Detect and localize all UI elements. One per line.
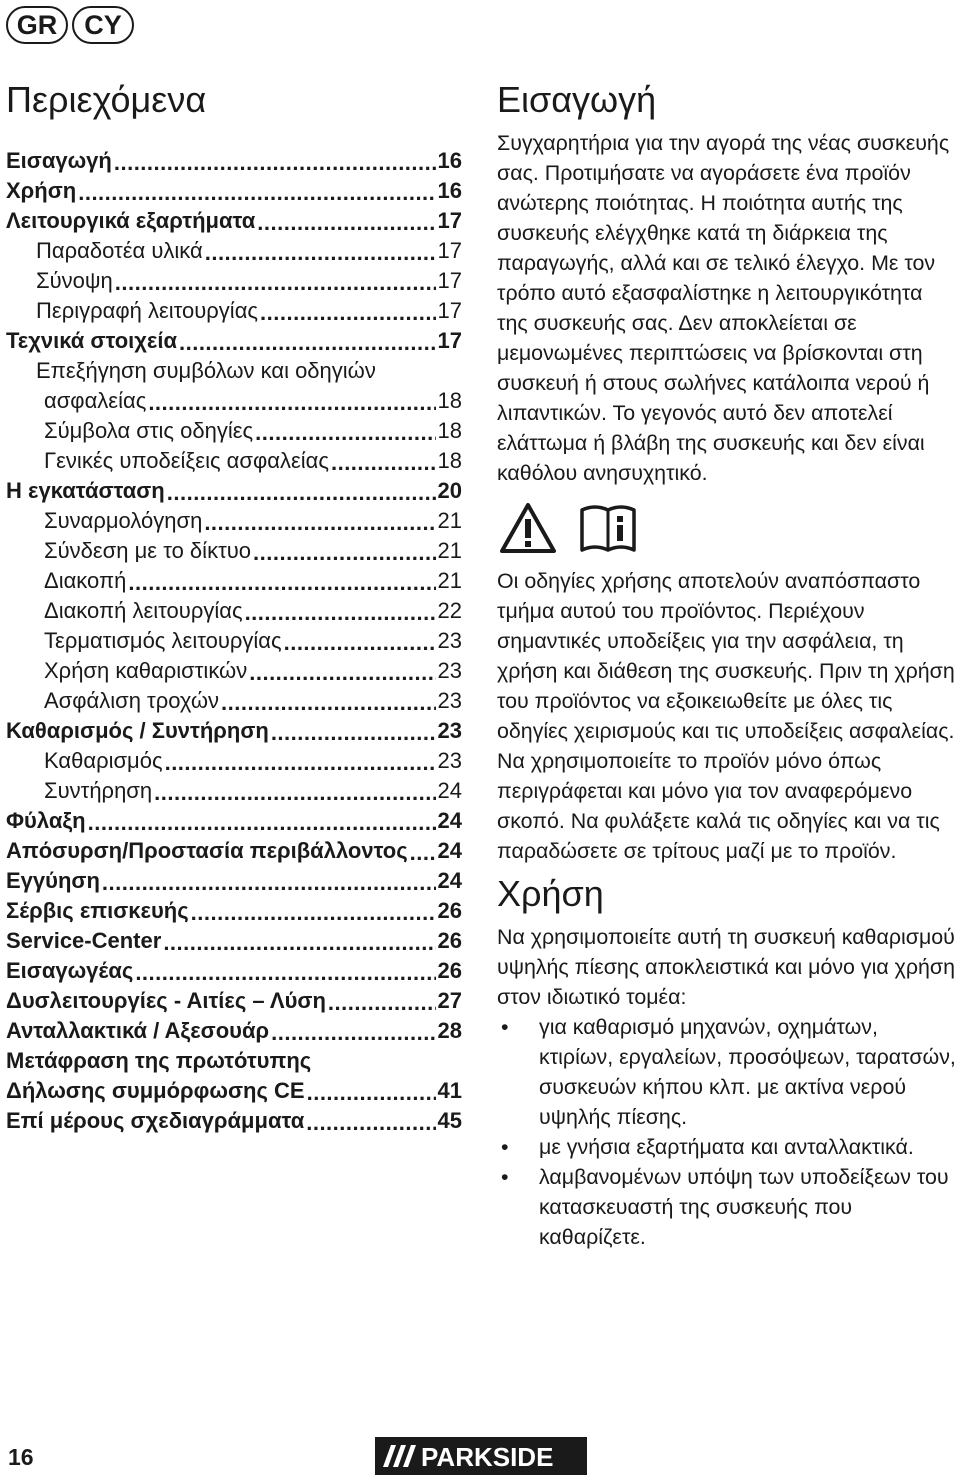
toc-entry-page: 18 xyxy=(437,448,462,473)
toc-entry-page: 17 xyxy=(437,328,462,353)
toc-entry xyxy=(6,836,462,866)
toc-dot-leader xyxy=(306,1114,435,1136)
toc-entry xyxy=(6,926,462,956)
toc-entry-page: 23 xyxy=(437,658,462,683)
toc-dot-leader xyxy=(253,544,435,566)
toc-entry-page: 20 xyxy=(437,478,462,503)
toc-entry xyxy=(6,296,462,326)
toc-entry xyxy=(6,746,462,776)
toc-dot-leader xyxy=(328,994,436,1016)
usage-bullets xyxy=(497,1012,957,1252)
toc-entry-page: 21 xyxy=(437,568,462,593)
toc-entry-page: 17 xyxy=(437,298,462,323)
toc-entry-label: Συναρμολόγηση xyxy=(44,508,203,533)
toc-entry xyxy=(6,536,462,566)
toc-entry-label: Ανταλλακτικά / Αξεσουάρ xyxy=(6,1018,270,1043)
toc-entry xyxy=(6,956,462,986)
toc-entry xyxy=(6,176,462,206)
toc-dot-leader xyxy=(284,634,436,656)
toc-entry-page: 24 xyxy=(437,778,462,803)
toc-entry xyxy=(6,686,462,716)
toc-entry-label: Εισαγωγή xyxy=(6,148,112,173)
toc-entry-label: Σύνδεση με το δίκτυο xyxy=(44,538,252,563)
toc-dot-leader xyxy=(78,184,435,206)
toc-entry xyxy=(6,476,462,506)
toc-entry-label: Μετάφραση της πρωτότυπης xyxy=(6,1048,312,1073)
toc-entry-page: 21 xyxy=(437,538,462,563)
toc-entry-label: Εγγύηση xyxy=(6,868,100,893)
toc-entry xyxy=(6,146,462,176)
toc-entry-label: Καθαρισμός / Συντήρηση xyxy=(6,718,269,743)
toc-entry-page: 23 xyxy=(437,718,462,743)
toc-dot-leader xyxy=(128,574,435,596)
toc-entry xyxy=(6,1106,462,1136)
toc-entry-label: Διακοπή λειτουργίας xyxy=(44,598,243,623)
toc-entry-label: Service-Center xyxy=(6,928,162,953)
toc-dot-leader xyxy=(165,754,436,776)
toc-entry xyxy=(6,896,462,926)
toc-entry-label: Παραδοτέα υλικά xyxy=(36,238,203,263)
toc-entry-page: 17 xyxy=(437,238,462,263)
toc-entry-label: Σύμβολα στις οδηγίες xyxy=(44,418,254,443)
toc-entry-label: Απόσυρση/Προστασία περιβάλλοντος xyxy=(6,838,408,863)
parkside-logo xyxy=(375,1437,587,1475)
toc-entry-label: Φύλαξη xyxy=(6,808,86,833)
toc-dot-leader xyxy=(271,724,436,746)
toc-entry-label: Επεξήγηση συμβόλων και οδηγιών xyxy=(36,358,376,383)
toc-entry-label: Χρήση καθαριστικών xyxy=(44,658,248,683)
toc-entry-label: Η εγκατάσταση xyxy=(6,478,165,503)
toc-dot-leader xyxy=(88,814,436,836)
toc-dot-leader xyxy=(249,664,435,686)
toc-entry xyxy=(6,326,462,356)
toc-dot-leader xyxy=(135,964,435,986)
toc-entry xyxy=(6,866,462,896)
toc-dot-leader xyxy=(221,694,435,716)
usage-bullet-1: • για καθαρισμό μηχανών, οχημάτων, κτιρίων, εργαλείων, προσόψεων, ταρατσών, συσκευών κήπου κλπ. με ακτίνα νερού υψηλής πίεσης. xyxy=(497,1012,957,1132)
toc-entry-label: Τερματισμός λειτουργίας xyxy=(44,628,282,653)
brand-name: PARKSIDE xyxy=(421,1442,554,1472)
toc-dot-leader xyxy=(102,874,436,896)
toc-entry-page: 22 xyxy=(437,598,462,623)
toc-dot-leader xyxy=(115,274,436,296)
toc-dot-leader xyxy=(260,304,436,326)
toc-entry-label: Περιγραφή λειτουργίας xyxy=(36,298,259,323)
toc-entry-label: Λειτουργικά εξαρτήματα xyxy=(6,208,256,233)
toc-entry-page: 24 xyxy=(437,838,462,863)
toc-entry-label: Σέρβις επισκευής xyxy=(6,898,189,923)
toc-dot-leader xyxy=(191,904,436,926)
toc-entry-label: Σύνοψη xyxy=(36,268,113,293)
toc-entry-page: 45 xyxy=(437,1108,462,1133)
toc-entry xyxy=(6,566,462,596)
toc-entry-page: 17 xyxy=(437,208,462,233)
usage-paragraph: Να χρησιμοποιείτε αυτή τη συσκευή καθαρισμού υψηλής πίεσης αποκλειστικά και μόνο για χρήση στον ιδιωτικό τομέα: xyxy=(497,925,956,1009)
table-of-contents xyxy=(6,72,462,1136)
toc-entry-page: 16 xyxy=(437,148,462,173)
toc-entry-label: Συντήρηση xyxy=(44,778,153,803)
toc-entry xyxy=(6,1016,462,1046)
toc-entry xyxy=(6,716,462,746)
warning-triangle-icon xyxy=(499,502,557,554)
toc-entry-page: 26 xyxy=(437,958,462,983)
read-manual-icon xyxy=(579,502,637,554)
toc-entry-label: Ασφάλιση τροχών xyxy=(44,688,220,713)
toc-entry-page: 28 xyxy=(437,1018,462,1043)
toc-dot-leader xyxy=(410,844,436,866)
toc-entry-page: 26 xyxy=(437,898,462,923)
toc-entry xyxy=(6,506,462,536)
toc-entry-page: 16 xyxy=(437,178,462,203)
content-column xyxy=(497,72,957,1252)
toc-entry xyxy=(6,626,462,656)
toc-entry-page: 23 xyxy=(437,628,462,653)
toc-dot-leader xyxy=(204,514,435,536)
warning-icons xyxy=(499,502,957,554)
toc-entry-label: Τεχνικά στοιχεία xyxy=(6,328,177,353)
toc-entry xyxy=(6,776,462,806)
toc-entry-label: Χρήση xyxy=(6,178,77,203)
toc-entry-page: 27 xyxy=(437,988,462,1013)
toc-entry-page: 21 xyxy=(437,508,462,533)
toc-entry-label: Επί μέρους σχεδιαγράμματα xyxy=(6,1108,305,1133)
toc-title: Περιεχόμενα xyxy=(6,79,207,120)
language-badge-gr: GR xyxy=(6,6,68,44)
toc-dot-leader xyxy=(179,334,436,356)
toc-entry xyxy=(6,986,462,1016)
toc-entry-page: 18 xyxy=(437,418,462,443)
toc-entry-page: 17 xyxy=(437,268,462,293)
language-badge-cy: CY xyxy=(72,6,134,44)
toc-dot-leader xyxy=(163,934,435,956)
toc-entry-page: 23 xyxy=(437,688,462,713)
toc-entry-label: Γενικές υποδείξεις ασφαλείας xyxy=(44,448,329,473)
toc-entry-page: 26 xyxy=(437,928,462,953)
usage-title: Χρήση xyxy=(497,873,604,914)
toc-entry xyxy=(6,596,462,626)
usage-bullet-3: • λαμβανομένων υπόψη των υποδείξεων του κατασκευαστή της συσκευής που καθαρίζετε. xyxy=(497,1162,957,1252)
toc-entry-label: Εισαγωγέας xyxy=(6,958,134,983)
toc-entry-label: ασφαλείας xyxy=(44,388,147,413)
toc-entry-label: Δήλωσης συμμόρφωσης CE xyxy=(6,1078,305,1103)
intro-paragraph: Συγχαρητήρια για την αγορά της νέας συσκευής σας. Προτιμήσατε να αγοράσετε ένα προϊόν ανώτερης ποιότητας. Η ποιότητα αυτής της συσκευής ελέγχθηκε κατά τη διάρκεια της παραγωγής, αλλά και σε τελικό έλεγχο. Με τον τρόπο αυτό εξασφαλίστηκε η λειτουργικότητα της συσκευής σας. Δεν αποκλείεται σε μεμονωμένες περιπτώσεις να βρίσκονται στη συσκευή ή στους σωλήνες κατάλοιπα νερού ή λιπαντικών. Το γεγονός αυτό δεν αποτελεί ελάττωμα ή βλάβη της συσκευής και δεν είναι καθόλου ανησυχητικό. xyxy=(497,131,950,485)
toc-entry xyxy=(6,236,462,266)
toc-entry xyxy=(6,656,462,686)
language-badges xyxy=(6,6,134,44)
toc-entry xyxy=(6,206,462,236)
toc-entry-page: 24 xyxy=(437,808,462,833)
intro-title: Εισαγωγή xyxy=(497,79,657,120)
toc-entry-page: 18 xyxy=(437,388,462,413)
toc-entry xyxy=(6,356,462,386)
usage-bullet-2: • με γνήσια εξαρτήματα και ανταλλακτικά. xyxy=(497,1132,957,1162)
toc-entry-label: Καθαρισμός xyxy=(44,748,163,773)
toc-entry-page: 24 xyxy=(437,868,462,893)
toc-entry-page: 23 xyxy=(437,748,462,773)
toc-entry-label: Διακοπή xyxy=(44,568,127,593)
page-number: 16 xyxy=(8,1444,34,1470)
toc-entry xyxy=(6,416,462,446)
toc-entry xyxy=(6,266,462,296)
toc-list xyxy=(6,146,462,1136)
toc-dot-leader xyxy=(114,154,436,176)
toc-entry xyxy=(6,386,462,416)
toc-dot-leader xyxy=(148,394,435,416)
toc-entry xyxy=(6,1046,462,1076)
toc-entry xyxy=(6,806,462,836)
toc-dot-leader xyxy=(257,214,435,236)
toc-dot-leader xyxy=(307,1084,436,1106)
toc-entry-label: Δυσλειτουργίες - Αιτίες – Λύση xyxy=(6,988,326,1013)
toc-dot-leader xyxy=(271,1024,435,1046)
toc-entry xyxy=(6,446,462,476)
toc-entry-page: 41 xyxy=(437,1078,462,1103)
toc-dot-leader xyxy=(255,424,435,446)
toc-entry xyxy=(6,1076,462,1106)
toc-dot-leader xyxy=(245,604,436,626)
toc-dot-leader xyxy=(205,244,436,266)
toc-dot-leader xyxy=(331,454,436,476)
manual-notice-paragraph: Οι οδηγίες χρήσης αποτελούν αναπόσπαστο τμήμα αυτού του προϊόντος. Περιέχουν σημαντικές υποδείξεις για την ασφάλεια, τη χρήση και διάθεση της συσκευής. Πριν τη χρήση του προϊόντος να εξοικειωθείτε με όλες τις οδηγίες χειρισμούς και τις υποδείξεις ασφαλείας. Να χρησιμοποιείτε το προϊόν μόνο όπως περιγράφεται και μόνο για τον αναφερόμενο σκοπό. Να φυλάξετε καλά τις οδηγίες και να τις παραδώσετε σε τρίτους μαζί με το προϊόν. xyxy=(497,569,955,863)
toc-dot-leader xyxy=(167,484,436,506)
toc-dot-leader xyxy=(154,784,435,806)
